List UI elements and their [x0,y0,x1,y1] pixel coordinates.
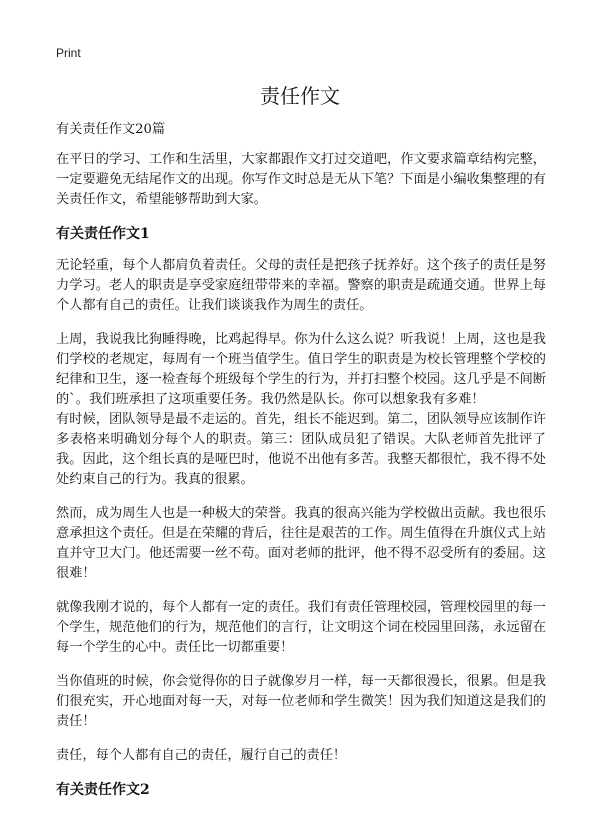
paragraph: 无论轻重，每个人都肩负着责任。父母的责任是把孩子抚养好。这个孩子的责任是努力学习。老人的职责是享受家庭纽带带来的幸福。警察的职责是疏通交通。世界上每个人都有自己的责任。让我们谈谈我作为周生的责任。 [56,258,546,313]
paragraph: 当你值班的时候，你会觉得你的日子就像岁月一样，每一天都很漫长，很累。但是我们很充实，开心地面对每一天，对每一位老师和学生微笑！因为我们知道这是我们的责任！ [56,674,546,729]
intro-paragraph: 在平日的学习、工作和生活里，大家都跟作文打过交道吧，作文要求篇章结构完整，一定要避免无结尾作文的出现。你写作文时总是无从下笔？下面是小编收集整理的有关责任作文，希望能够帮助到大家。 [56,152,546,207]
paragraph: 上周，我说我比狗睡得晚，比鸡起得早。你为什么这么说？听我说！上周，这也是我们学校的老规定，每周有一个班当值学生。值日学生的职责是为校长管理整个学校的纪律和卫生，逐一检查每个班级每个学生的行为，并打扫整个校园。这几乎是不间断的`。我们班承担了这项重要任务。我仍然是队长。你可以想象我有多难！ [56,332,546,407]
article-body [56,120,546,812]
page-title: 责任作文 [260,84,340,108]
print-link[interactable]: Print [56,46,81,60]
paragraph: 责任，每个人都有自己的责任，履行自己的责任！ [56,748,347,763]
section-heading-2: 有关责任作文2 [56,782,150,798]
article-subtitle: 有关责任作文20篇 [56,122,166,137]
section-heading-1: 有关责任作文1 [56,226,150,242]
paragraph: 就像我刚才说的，每个人都有一定的责任。我们有责任管理校园，管理校园里的每一个学生，规范他们的行为，规范他们的言行，让文明这个词在校园里回荡，永远留在每一个学生的心中。责任比一切都重要！ [56,600,546,655]
paragraph: 有时候，团队领导是最不走运的。首先，组长不能迟到。第二，团队领导应该制作许多表格来明确划分每个人的职责。第三：团队成员犯了错误。大队老师首先批评了我。因此，这个组长真的是哑巴时，他说不出他有多苦。我整天都很忙，我不得不处处约束自己的行为。我真的很累。 [56,412,546,487]
paragraph: 然而，成为周生人也是一种极大的荣誉。我真的很高兴能为学校做出贡献。我也很乐意承担这个责任。但是在荣耀的背后，往往是艰苦的工作。周生值得在升旗仪式上站直并守卫大门。他还需要一丝不苟。面对老师的批评，他不得不忍受所有的委屈。这很难！ [56,506,546,581]
